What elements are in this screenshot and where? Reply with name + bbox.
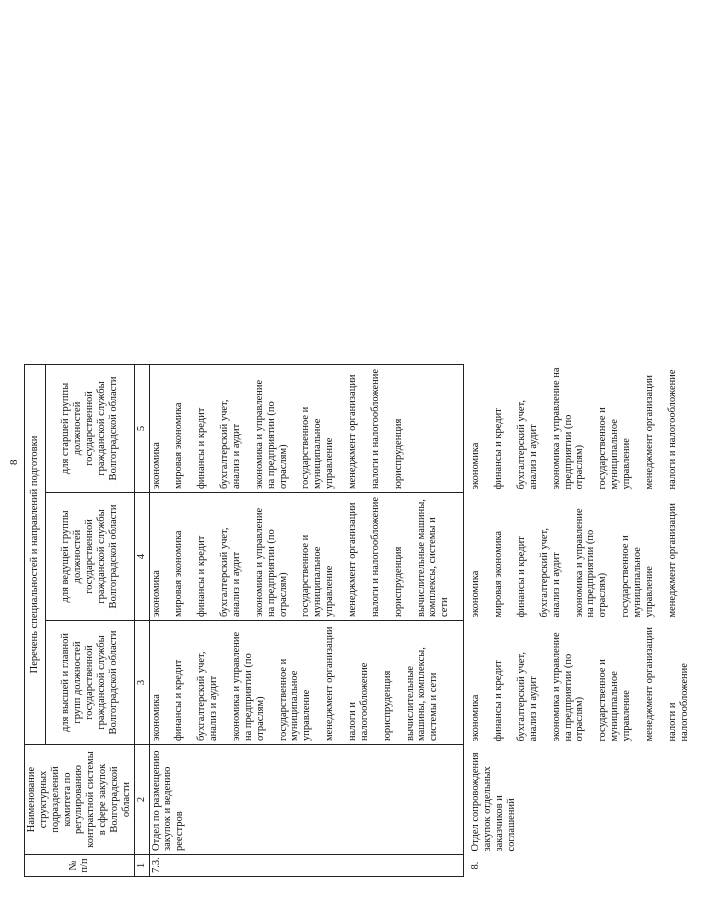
specialty-item: бухгалтерский учет, анализ и аудит (515, 652, 539, 742)
specialty-item: налоги и налогообложение (666, 369, 678, 490)
row-number: 7.3. (149, 855, 464, 877)
specialty-item: экономика (470, 570, 482, 618)
specialty-item: экономика и управление на предприятии (по отраслям) (253, 379, 289, 489)
column-index-row (134, 34, 149, 876)
specialty-item: экономика (150, 570, 162, 617)
header-num: № п/п (25, 855, 135, 877)
specialty-list-col4 (464, 493, 702, 621)
specialty-item: мировая экономика (173, 530, 185, 617)
col-index: 1 (134, 855, 149, 877)
header-row-1 (25, 34, 46, 876)
specialty-item: экономика (470, 442, 482, 490)
specialty-list-col5 (464, 364, 702, 492)
specialty-item: государственное и муниципальное управление (597, 407, 632, 490)
specialty-item: мировая экономика (173, 402, 185, 489)
specialty-item: экономика и управление на предприятии (по отраслям) (550, 367, 586, 490)
specialties-table (24, 34, 702, 877)
specialty-item: экономика и управление на предприятии (по отраслям) (550, 632, 586, 742)
specialty-item: экономика и управление на предприятии (по отраслям) (253, 507, 289, 617)
specialty-item: вычислительные машины, комплексы, системы и сети (415, 499, 451, 617)
specialty-item: менеджмент организации (666, 502, 678, 618)
specialty-list-col4 (149, 493, 464, 621)
specialty-item: финансы и кредит (515, 536, 527, 618)
specialty-item: менеджмент организации (324, 626, 336, 741)
table-body (149, 34, 702, 876)
specialty-item: мировая экономика (493, 530, 505, 618)
header-col3: для высшей и главной групп должностей государственной гражданской службы Волгоградской области (46, 621, 135, 745)
specialty-item: экономика (150, 694, 162, 741)
specialty-item: менеджмент организации (347, 374, 359, 489)
specialty-item: финансы и кредит (196, 535, 208, 617)
col-index: 2 (134, 745, 149, 855)
specialty-item: налоги и налогообложение (347, 662, 370, 741)
department-name: Отдел по размещению закупок и ведению реестров (149, 745, 464, 855)
specialty-item: менеджмент организации (643, 374, 655, 490)
header-col4: для ведущей группы должностей государственной гражданской службы Волгоградской области (46, 493, 135, 621)
header-name: Наименование структурных подразделений комитета по регулированию контрактной системы в сфере закупок Волгоградской области (25, 745, 135, 855)
specialty-item: юриспруденция (381, 670, 393, 741)
col-index: 5 (134, 364, 149, 492)
header-col5: для старшей группы должностей государственной гражданской службы Волгоградской области (46, 364, 135, 492)
specialty-list-col5 (149, 364, 464, 492)
specialty-item: налоги и налогообложение (369, 496, 381, 617)
specialty-item: экономика (150, 442, 162, 489)
specialty-item: бухгалтерский учет, анализ и аудит (515, 400, 539, 490)
specialty-item: финансы и кредит (196, 407, 208, 489)
specialty-list-col3 (149, 621, 464, 745)
specialty-item: менеджмент организации (347, 502, 359, 617)
col-index: 3 (134, 621, 149, 745)
specialty-item: экономика (470, 694, 482, 742)
table-row (149, 34, 464, 876)
specialty-item: финансы и кредит (493, 660, 505, 742)
specialty-item: государственное и муниципальное управление (300, 534, 336, 617)
specialty-item: финансы и кредит (173, 659, 185, 741)
header-group: Перечень специальностей и направлений подготовки (25, 364, 46, 744)
table-row (464, 34, 702, 876)
specialty-item: юриспруденция (392, 418, 404, 489)
specialty-item: налоги и налогообложение (369, 368, 381, 489)
page-number: 8 (8, 459, 20, 465)
specialty-item: бухгалтерский учет, анализ и аудит (538, 528, 562, 618)
specialty-item: государственное и муниципальное управление (620, 535, 655, 618)
specialty-item: государственное и муниципальное управление (277, 658, 313, 741)
specialty-item: финансы и кредит (493, 408, 505, 490)
specialty-item: государственное и муниципальное управление (300, 406, 336, 489)
specialty-item: бухгалтерский учет, анализ и аудит (196, 651, 220, 741)
col-index: 4 (134, 493, 149, 621)
specialty-item: менеджмент организации (643, 626, 655, 742)
specialty-item: юриспруденция (392, 546, 404, 617)
row-number: 8. (470, 861, 482, 870)
department-name: Отдел сопровождения закупок отдельных заказчиков и соглашений (470, 752, 517, 852)
specialty-item: налоги и налогообложение (666, 663, 690, 742)
specialty-item: государственное и муниципальное управление (597, 659, 632, 742)
specialty-item: экономика и управление на предприятии (по отраслям) (573, 508, 609, 618)
specialty-item: бухгалтерский учет, анализ и аудит (219, 399, 243, 489)
specialty-item: экономика и управление на предприятии (по отраслям) (231, 631, 266, 741)
specialty-list-col3 (464, 621, 702, 745)
specialty-item: вычислительные машины, комплексы, системы и сети (404, 647, 440, 741)
specialty-item: бухгалтерский учет, анализ и аудит (219, 527, 243, 617)
